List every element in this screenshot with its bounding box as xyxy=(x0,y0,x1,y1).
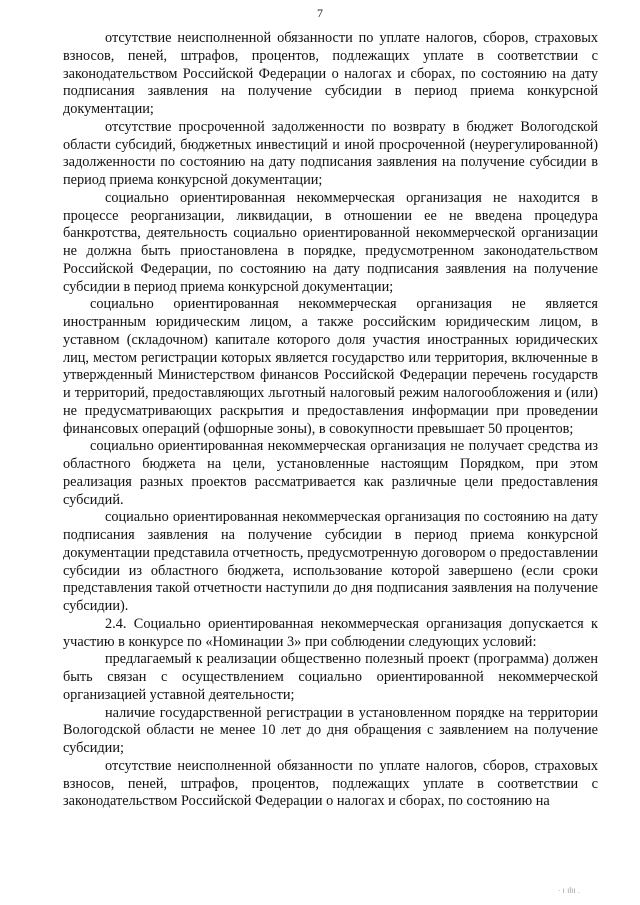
paragraph: социально ориентированная некоммерческая организация не является иностранным юридическим лицом, а также российским юридическим лицом, в уставном (складочном) капитале которого доля участия иностранных юридических лиц, местом регистрации которых является государство или территория, включенные в утвержденный Министерством финансов Российской Федерации перечень государств и территорий, предоставляющих льготный налоговый режим налогообложения и (или) не предусматривающих раскрытия и предоставления информации при проведении финансовых операций (офшорные зоны), в совокупности превышает 50 процентов; xyxy=(63,296,598,437)
paragraph: наличие государственной регистрации в установленном порядке на территории Вологодской области не менее 10 лет до дня обращения с заявлением на получение субсидии; xyxy=(63,704,598,756)
paragraph: предлагаемый к реализации общественно полезный проект (программа) должен быть связан с осуществлением социально ориентированной некоммерческой организацией уставной деятельности; xyxy=(63,651,598,703)
paragraph: социально ориентированная некоммерческая организация не находится в процессе реорганизации, ликвидации, в отношении ее не введена процедура банкротства, деятельность социально ориентированной некоммерческой организации не должна быть приостановлена в порядке, предусмотренном законодательством Российской Федерации, по состоянию на дату подписания заявления на получение субсидии в период приема конкурсной документации; xyxy=(63,189,598,295)
paragraph: отсутствие просроченной задолженности по возврату в бюджет Вологодской области субсидий, бюджетных инвестиций и иной просроченной (неурегулированной) задолженности по состоянию на дату подписания заявления на получение субсидии в период приема конкурсной документации; xyxy=(63,118,598,188)
paragraph: 2.4. Социально ориентированная некоммерческая организация допускается к участию в конкурсе по «Номинации 3» при соблюдении следующих условий: xyxy=(63,615,598,650)
document-body xyxy=(63,30,598,811)
paragraph: социально ориентированная некоммерческая организация не получает средства из областного бюджета на цели, установленные настоящим Порядком, при этом реализация разных проектов рассматривается как различные цели предоставления субсидий. xyxy=(63,438,598,508)
page-number: 7 xyxy=(317,6,323,20)
paragraph: отсутствие неисполненной обязанности по уплате налогов, сборов, страховых взносов, пеней, штрафов, процентов, подлежащих уплате в соответствии с законодательством Российской Федерации о налогах и сборах, по состоянию на дату подписания заявления на получение субсидии в период приема конкурсной документации; xyxy=(63,30,598,117)
scan-mark: · ı ılıı . xyxy=(557,886,580,895)
paragraph: социально ориентированная некоммерческая организация по состоянию на дату подписания заявления на получение субсидии в период приема конкурсной документации представила отчетность, предусмотренную договором о предоставлении субсидии из областного бюджета, использование которой завершено (если сроки представления такой отчетности наступили до дня подписания заявления на получение субсидии). xyxy=(63,509,598,614)
paragraph: отсутствие неисполненной обязанности по уплате налогов, сборов, страховых взносов, пеней, штрафов, процентов, подлежащих уплате в соответствии с законодательством Российской Федерации о налогах и сборах, по состоянию на xyxy=(63,757,598,810)
